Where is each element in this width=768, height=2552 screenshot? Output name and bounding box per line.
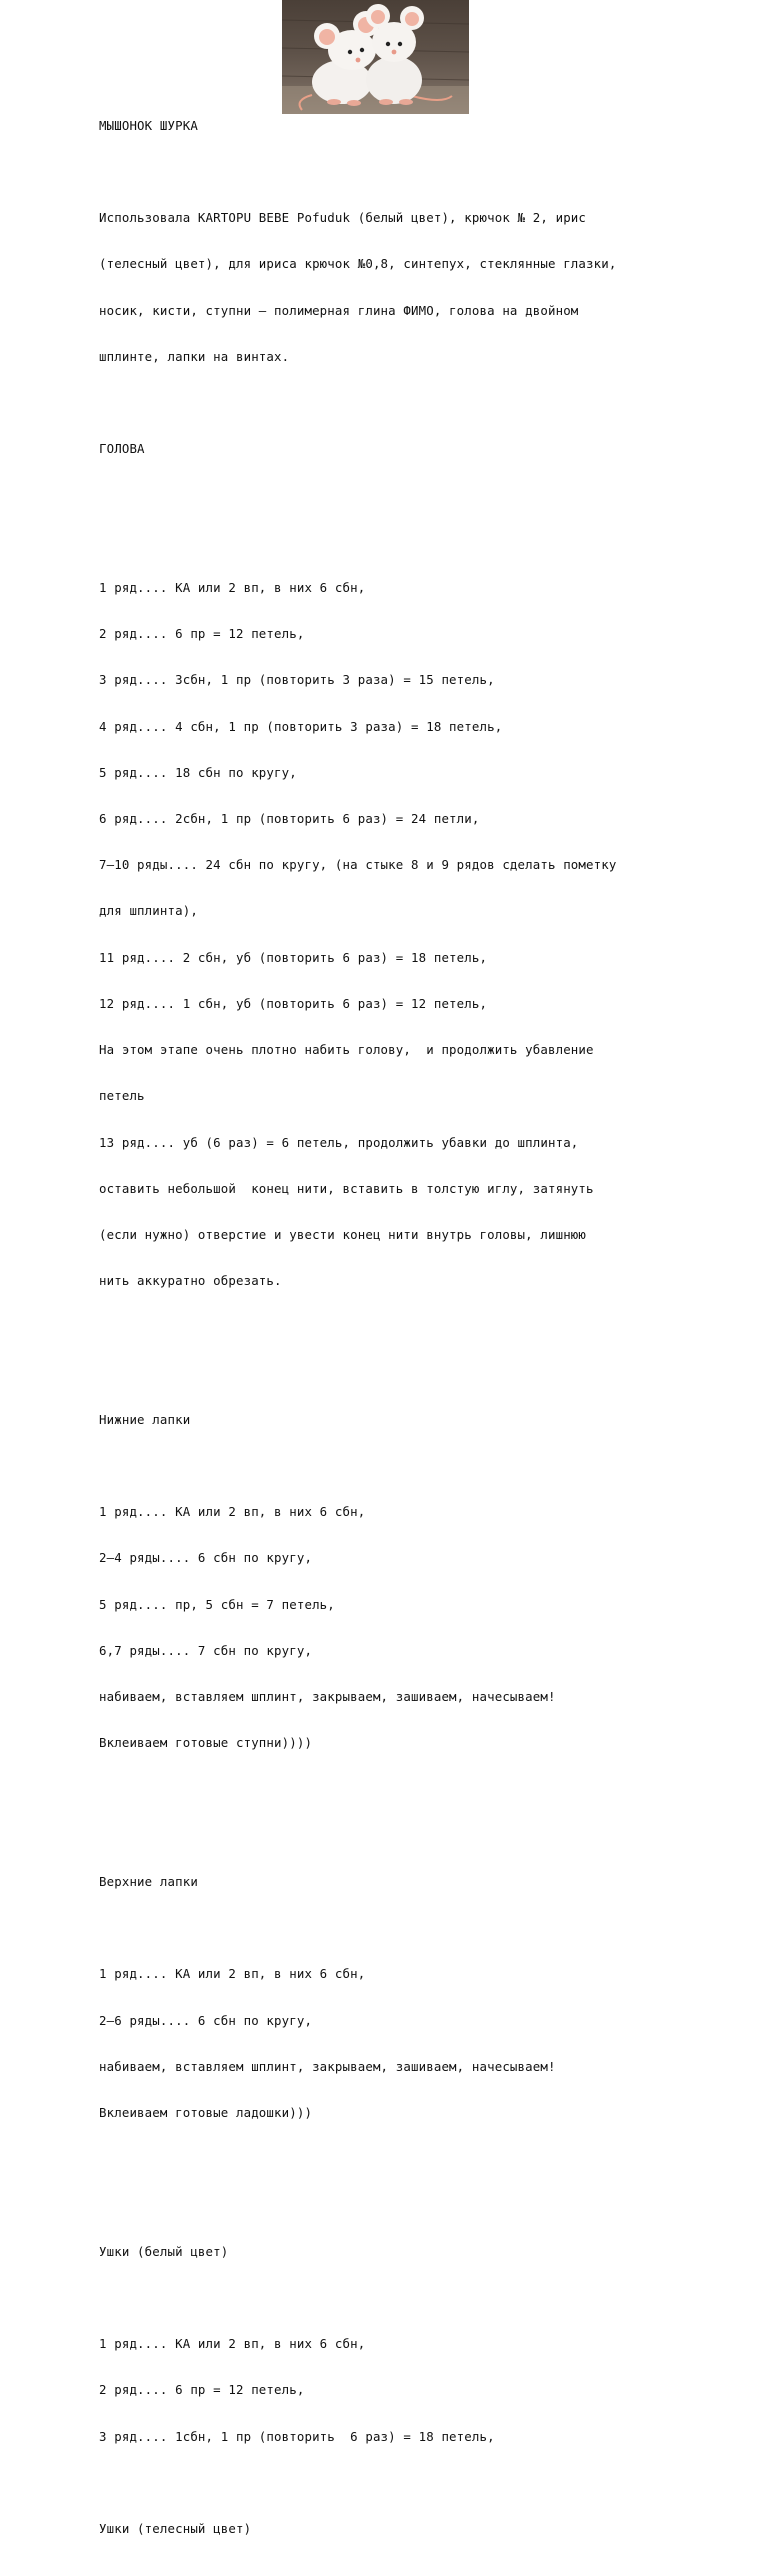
text-line: носик, кисти, ступни – полимерная глина ФИМО, голова на двойном — [99, 302, 579, 318]
text-line: 13 ряд.... уб (6 раз) = 6 петель, продолжить убавки до шплинта, — [99, 1134, 579, 1150]
text-line — [99, 164, 739, 179]
text-line: нить аккуратно обрезать. — [99, 1273, 282, 1289]
text-line: На этом этапе очень плотно набить голову, и продолжить убавление — [99, 1042, 594, 1058]
text-line: набиваем, вставляем шплинт, закрываем, зашиваем, начесываем! — [99, 1689, 556, 1705]
section-heading: Верхние лапки — [99, 1873, 198, 1889]
text-line: 6,7 ряды.... 7 сбн по кругу, — [99, 1642, 313, 1658]
text-line — [99, 1319, 739, 1334]
text-line: петель — [99, 1088, 145, 1104]
text-line: Использовала KARTOPU BEBE Pofuduk (белый цвет), крючок № 2, ирис — [99, 210, 587, 226]
text-line — [99, 1782, 739, 1797]
text-line: 3 ряд.... 1сбн, 1 пр (повторить 6 раз) = 18 петель, — [99, 2428, 495, 2444]
text-line — [99, 1920, 739, 1935]
text-line — [99, 2197, 739, 2212]
text-line: (если нужно) отверстие и увести конец нити внутрь головы, лишнюю — [99, 1227, 587, 1242]
text-line — [99, 2475, 739, 2490]
text-line — [99, 2151, 739, 2166]
text-line — [99, 1828, 739, 1843]
text-line: 5 ряд.... пр, 5 сбн = 7 петель, — [99, 1596, 335, 1612]
text-line: 2–4 ряды.... 6 сбн по кругу, — [99, 1550, 313, 1566]
text-line: 6 ряд.... 2сбн, 1 пр (повторить 6 раз) = 24 петли, — [99, 811, 480, 827]
text-line: 1 ряд.... КА или 2 вп, в них 6 сбн, — [99, 1504, 366, 1520]
text-line: 1 ряд.... КА или 2 вп, в них 6 сбн, — [99, 2336, 366, 2352]
text-line: 5 ряд.... 18 сбн по кругу, — [99, 764, 297, 780]
text-line: 12 ряд.... 1 сбн, уб (повторить 6 раз) = 12 петель, — [99, 995, 488, 1011]
text-line: 2 ряд.... 6 пр = 12 петель, — [99, 626, 305, 642]
text-line: (телесный цвет), для ириса крючок №0,8, синтепух, стеклянные глазки, — [99, 256, 617, 272]
text-line: шплинте, лапки на винтах. — [99, 348, 290, 364]
section-heading: Нижние лапки — [99, 1411, 191, 1427]
text-line — [99, 2290, 739, 2305]
doc-title: МЫШОНОК ШУРКА — [99, 117, 198, 133]
text-line — [99, 1366, 739, 1381]
text-line: 3 ряд.... 3сбн, 1 пр (повторить 3 раза) = 15 петель, — [99, 672, 495, 688]
text-line: 1 ряд.... КА или 2 вп, в них 6 сбн, — [99, 1966, 366, 1982]
document-text — [99, 87, 739, 2552]
section-heading: Ушки (белый цвет) — [99, 2243, 229, 2259]
text-line: для шплинта), — [99, 903, 198, 919]
text-line: набиваем, вставляем шплинт, закрываем, зашиваем, начесываем! — [99, 2058, 556, 2074]
text-line — [99, 534, 739, 549]
text-line — [99, 395, 739, 410]
section-heading: ГОЛОВА — [99, 441, 145, 457]
text-line: 7–10 ряды.... 24 сбн по кругу, (на стыке 8 и 9 рядов сделать пометку — [99, 857, 617, 873]
text-line: оставить небольшой конец нити, вставить в толстую иглу, затянуть — [99, 1180, 594, 1196]
text-line: Вклеиваем готовые ладошки))) — [99, 2105, 313, 2121]
text-line: 1 ряд.... КА или 2 вп, в них 6 сбн, — [99, 579, 366, 595]
text-line — [99, 488, 739, 503]
text-line: 2 ряд.... 6 пр = 12 петель, — [99, 2382, 305, 2398]
text-line — [99, 1458, 739, 1473]
text-line: Вклеиваем готовые ступни)))) — [99, 1735, 313, 1751]
text-line: 2–6 ряды.... 6 сбн по кругу, — [99, 2012, 313, 2028]
section-heading: Ушки (телесный цвет) — [99, 2520, 252, 2536]
text-line: 11 ряд.... 2 сбн, уб (повторить 6 раз) = 18 петель, — [99, 949, 488, 965]
text-line: 4 ряд.... 4 сбн, 1 пр (повторить 3 раза) = 18 петель, — [99, 718, 503, 734]
